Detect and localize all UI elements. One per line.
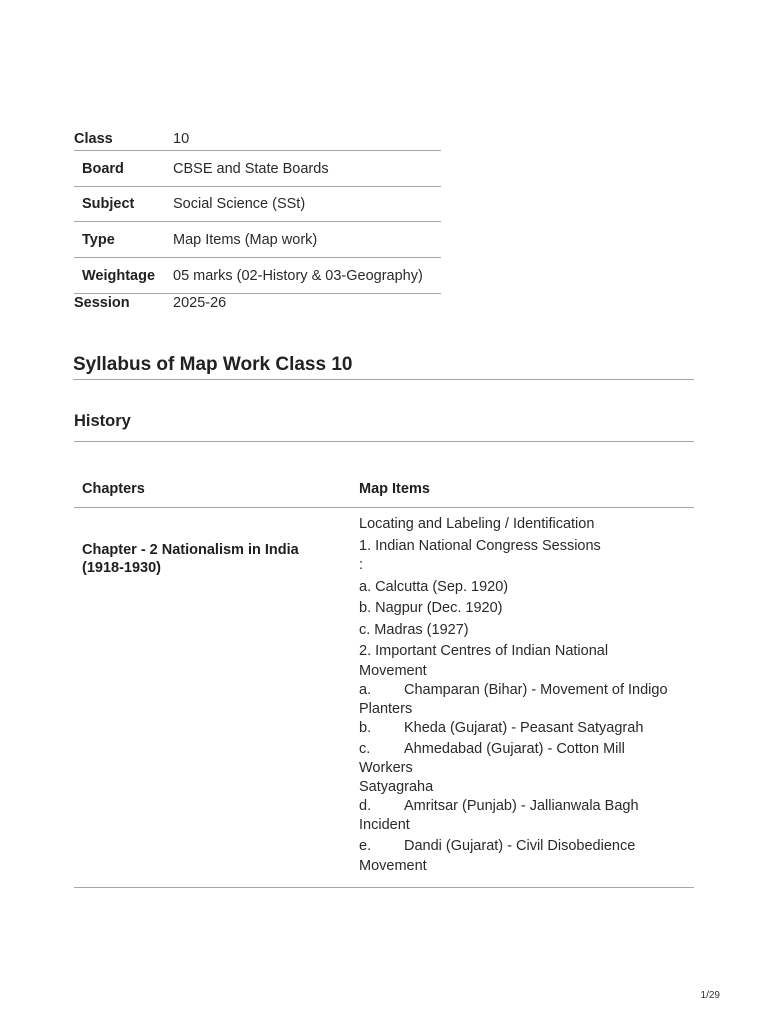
info-table: [74, 128, 441, 313]
header-chapters: Chapters: [82, 481, 145, 497]
map-item-b-text: Kheda (Gujarat) - Peasant Satyagrah: [404, 719, 644, 736]
map-item-line: Movement: [359, 662, 427, 679]
map-item-c-label: c.: [359, 740, 371, 757]
map-item-e-label: e.: [359, 838, 372, 854]
chapters-table-header: [74, 478, 694, 508]
map-item-c-text: Ahmedabad (Gujarat) - Cotton Mill: [404, 740, 625, 757]
info-key-type: Type: [82, 231, 115, 248]
map-item-a-cont: Planters: [359, 700, 413, 717]
info-row-board: [74, 151, 441, 187]
chapter-title-line2: (1918-1930): [82, 560, 161, 576]
history-heading: History: [74, 412, 694, 442]
map-item-b-label: b.: [359, 719, 372, 736]
info-key-weightage: Weightage: [82, 267, 156, 284]
chapter-title-line1: Chapter - 2 Nationalism in India: [82, 542, 299, 558]
map-item-line: 1. Indian National Congress Sessions: [359, 537, 601, 554]
info-val-class: 10: [173, 131, 190, 147]
map-item-e-text: Dandi (Gujarat) - Civil Disobedience: [404, 838, 636, 854]
map-item-c: [359, 740, 694, 760]
info-val-session: 2025-26: [173, 295, 227, 311]
map-item-d-label: d.: [359, 798, 372, 814]
map-item-d-text: Amritsar (Punjab) - Jallianwala Bagh: [404, 798, 639, 814]
map-item-line: :: [359, 557, 364, 573]
map-item-e-cont: Movement: [359, 857, 427, 874]
info-key-session: Session: [74, 295, 130, 311]
map-item-line: Locating and Labeling / Identification: [359, 516, 595, 532]
info-key-board: Board: [82, 160, 124, 177]
info-row-class: [74, 128, 441, 151]
map-item-b: [359, 719, 694, 738]
info-key-class: Class: [74, 131, 113, 147]
info-val-board: CBSE and State Boards: [173, 160, 329, 177]
info-row-type: [74, 222, 441, 258]
table-row: [74, 508, 694, 888]
chapters-table: [74, 478, 694, 888]
info-val-weightage: 05 marks (02-History & 03-Geography): [173, 267, 423, 284]
info-key-subject: Subject: [82, 196, 135, 212]
map-item-e: [359, 837, 694, 857]
page-number: 1/29: [700, 990, 720, 1001]
map-item-c-cont1: Workers: [359, 760, 413, 776]
chapter-title: [82, 541, 332, 577]
map-item-line: 2. Important Centres of Indian National: [359, 643, 609, 659]
map-item-line: b. Nagpur (Dec. 1920): [359, 600, 503, 616]
info-val-type: Map Items (Map work): [173, 231, 318, 248]
info-val-subject: Social Science (SSt): [173, 196, 306, 212]
header-map-items: Map Items: [359, 481, 430, 497]
map-item-a-text: Champaran (Bihar) - Movement of Indigo: [404, 681, 668, 698]
info-row-session: [74, 294, 441, 313]
map-item-d: [359, 797, 694, 816]
map-item-a: [359, 681, 694, 700]
map-item-c-cont2: Satyagraha: [359, 779, 434, 795]
map-item-line: c. Madras (1927): [359, 621, 469, 638]
info-row-subject: [74, 187, 441, 222]
map-items-cell: [359, 515, 694, 876]
info-row-weightage: [74, 258, 441, 294]
map-item-a-label: a.: [359, 681, 372, 698]
map-item-line: a. Calcutta (Sep. 1920): [359, 578, 509, 595]
syllabus-heading: Syllabus of Map Work Class 10: [73, 354, 694, 380]
map-item-d-cont: Incident: [359, 817, 410, 833]
